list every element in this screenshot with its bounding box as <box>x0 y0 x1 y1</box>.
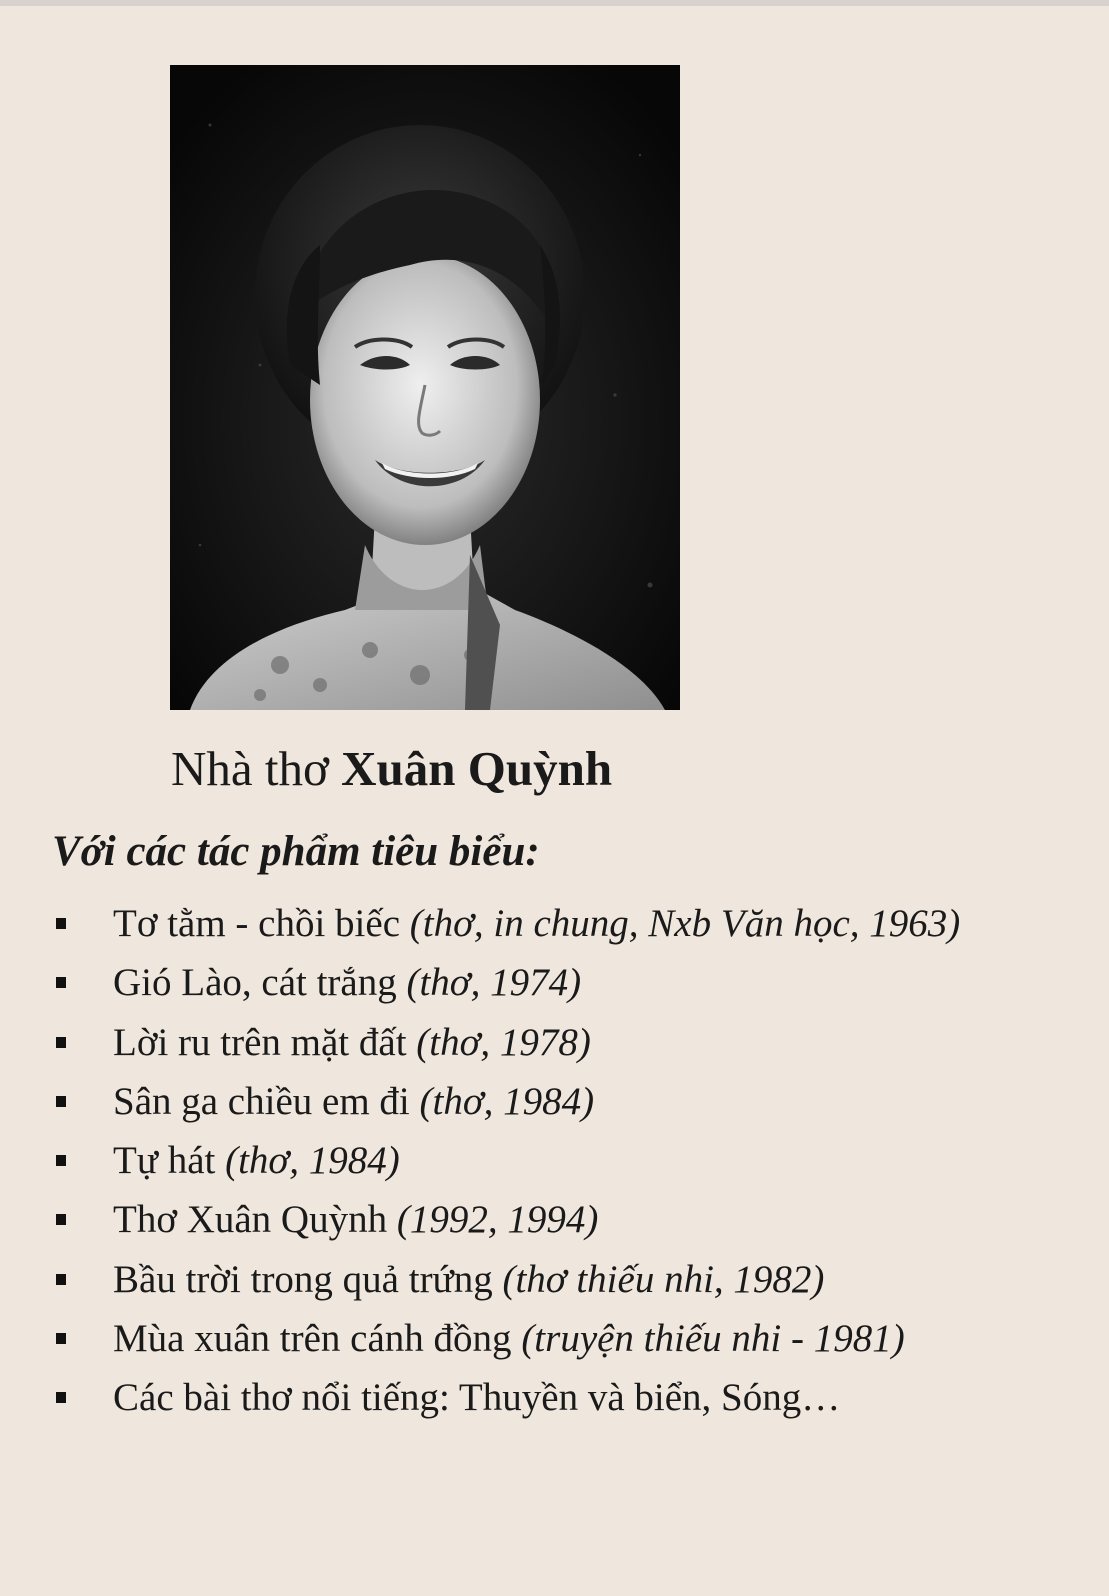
square-bullet-icon <box>56 1274 66 1285</box>
square-bullet-icon <box>56 1037 66 1048</box>
work-title: Gió Lào, cát trắng <box>113 961 407 1005</box>
portrait-illustration <box>170 65 680 710</box>
square-bullet-icon <box>56 918 66 929</box>
square-bullet-icon <box>56 1333 66 1344</box>
work-title: Thơ Xuân Quỳnh <box>113 1198 397 1242</box>
list-item <box>52 1013 960 1072</box>
work-title: Tự hát <box>113 1139 226 1183</box>
list-item <box>52 894 960 953</box>
portrait-caption <box>171 740 612 798</box>
poet-name: Xuân Quỳnh <box>341 741 613 796</box>
work-note: (thơ thiếu nhi, 1982) <box>502 1257 825 1301</box>
work-title: Sân ga chiều em đi <box>113 1079 420 1123</box>
list-item <box>52 1368 960 1427</box>
square-bullet-icon <box>56 1214 66 1225</box>
work-note: (thơ, 1978) <box>416 1020 591 1064</box>
work-title: Các bài thơ nổi tiếng: Thuyền và biển, Sóng… <box>113 1376 841 1420</box>
work-title: Tơ tằm - chồi biếc <box>113 902 410 945</box>
work-note: (thơ, 1984) <box>419 1079 595 1123</box>
square-bullet-icon <box>56 977 66 988</box>
work-note: (thơ, in chung, Nxb Văn học, 1963) <box>409 902 961 945</box>
list-item <box>52 953 960 1012</box>
list-item <box>52 1250 960 1309</box>
list-item <box>52 1190 960 1249</box>
work-title: Bầu trời trong quả trứng <box>113 1257 503 1301</box>
work-title: Mùa xuân trên cánh đồng <box>113 1317 522 1361</box>
poet-portrait-photo <box>170 65 680 710</box>
work-note: (1992, 1994) <box>396 1198 599 1242</box>
top-border-strip <box>0 0 1109 6</box>
caption-prefix: Nhà thơ <box>171 741 342 796</box>
work-note: (truyện thiếu nhi - 1981) <box>521 1317 905 1361</box>
work-note: (thơ, 1974) <box>406 961 582 1005</box>
list-item <box>52 1131 960 1190</box>
list-item <box>52 1309 960 1368</box>
square-bullet-icon <box>56 1096 66 1107</box>
works-heading: Với các tác phẩm tiêu biểu: <box>52 828 540 875</box>
list-item <box>52 1072 960 1131</box>
work-title: Lời ru trên mặt đất <box>113 1020 417 1064</box>
works-list <box>52 894 960 1428</box>
square-bullet-icon <box>56 1392 66 1403</box>
square-bullet-icon <box>56 1155 66 1166</box>
work-note: (thơ, 1984) <box>225 1139 400 1183</box>
